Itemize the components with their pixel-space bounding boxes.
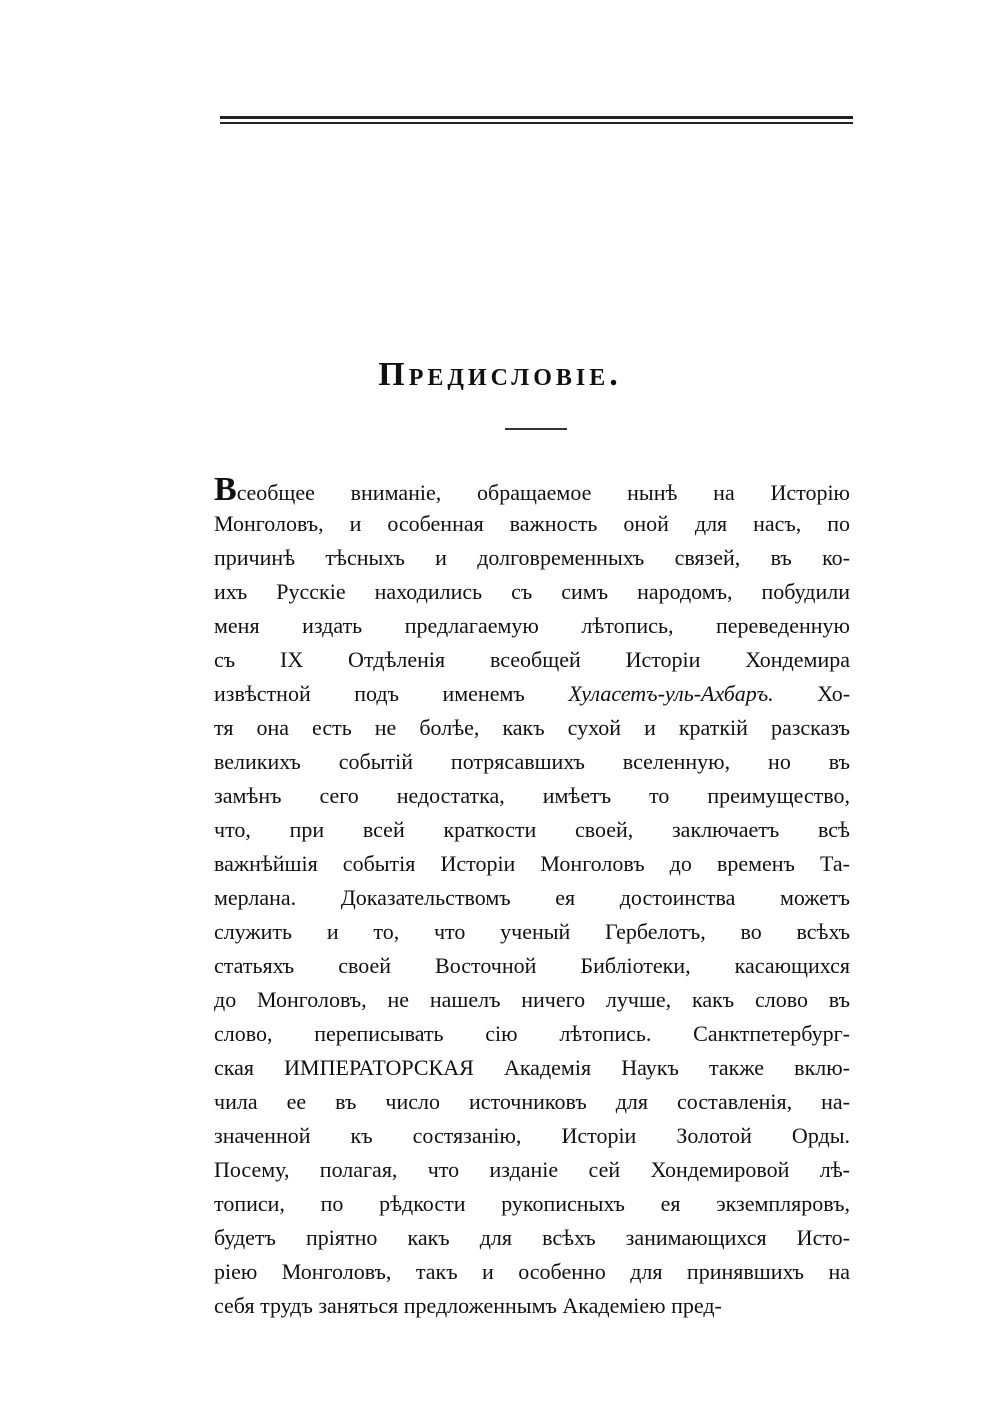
text-line-14: служить и то, что ученый Гербелотъ, во всѣхъ xyxy=(214,919,850,944)
text-line-2: Монголовъ, и особенная важность оной для насъ, по xyxy=(214,511,850,536)
text-line-5: меня издать предлагаемую лѣтопись, переведенную xyxy=(214,613,850,638)
text-line-6: съ IX Отдѣленія всеобщей Исторіи Хондемира xyxy=(214,647,850,672)
text-line-24: ріею Монголовъ, такъ и особенно для принявшихъ на xyxy=(214,1259,850,1284)
page-title: Предисловіе. xyxy=(378,356,622,393)
text-line-12: важнѣйшія событія Исторіи Монголовъ до временъ Та- xyxy=(214,851,850,876)
text-line-13: мерлана. Доказательствомъ ея достоинства можетъ xyxy=(214,885,850,910)
text-line-17: слово, переписывать сію лѣтопись. Санктпетербург- xyxy=(214,1021,850,1046)
text-line-20: значенной къ состязанію, Исторіи Золотой Орды. xyxy=(214,1123,850,1148)
text-line-1: Вceобщее вниманіе, обращаемое нынѣ на Исторію xyxy=(214,471,850,508)
body-text xyxy=(214,473,850,1323)
text-line-16: до Монголовъ, не нашелъ ничего лучше, какъ слово въ xyxy=(214,987,850,1012)
text-line-18: ская ИМПЕРАТОРСКАЯ Академія Наукъ также вклю- xyxy=(214,1055,850,1080)
text-line-19: чила ее въ число источниковъ для составленія, на- xyxy=(214,1089,850,1114)
text-line-10: замѣнъ сего недостатка, имѣетъ то преимущество, xyxy=(214,783,850,808)
top-rule-thick xyxy=(220,116,853,119)
chronicle-title: Хуласетъ-уль-Ахбаръ. xyxy=(568,681,774,706)
drop-cap: В xyxy=(214,471,237,508)
text-line-11: что, при всей краткости своей, заключаетъ всѣ xyxy=(214,817,850,842)
text-line-15: статьяхъ своей Восточной Библіотеки, касающихся xyxy=(214,953,850,978)
top-rule-thin xyxy=(220,122,853,124)
text-line-8: тя она есть не болѣе, какъ сухой и краткій разсказъ xyxy=(214,715,850,740)
text-line-23: будетъ пріятно какъ для всѣхъ занимающихся Исто- xyxy=(214,1225,850,1250)
text-line-21: Посему, полагая, что изданіе сей Хондемировой лѣ- xyxy=(214,1157,850,1182)
text-line-4: ихъ Русскіе находились съ симъ народомъ, побудили xyxy=(214,579,850,604)
text-line-9: великихъ событій потрясавшихъ вселенную, но въ xyxy=(214,749,850,774)
text-line-3: причинѣ тѣсныхъ и долговременныхъ связей, въ ко- xyxy=(214,545,850,570)
top-double-rule xyxy=(220,116,853,126)
text-line-22: тописи, по рѣдкости рукописныхъ ея экземпляровъ, xyxy=(214,1191,850,1216)
text-line-7: извѣстной подъ именемъ Хуласетъ-уль-Ахбаръ. Хо- xyxy=(214,681,851,706)
text-line-25: себя трудъ заняться предложеннымъ Академіею пред- xyxy=(214,1293,722,1318)
title-underline-rule xyxy=(505,428,567,430)
